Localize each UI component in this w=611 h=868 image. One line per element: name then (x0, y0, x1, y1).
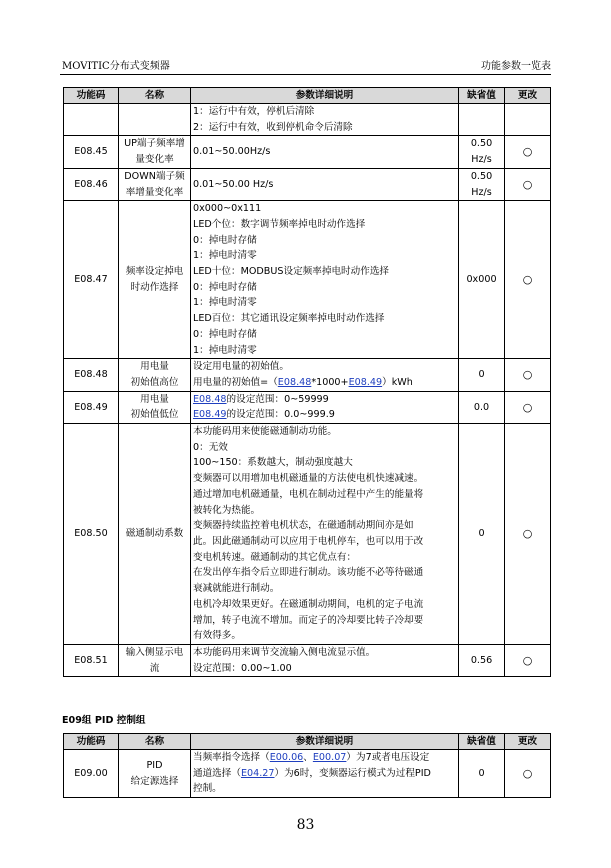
section-title: E09组 PID 控制组 (62, 715, 146, 726)
col-header-change: 更改 (505, 88, 551, 104)
code-cell: E08.49 (64, 391, 119, 423)
name-cell (119, 201, 191, 359)
change-cell: ○ (505, 391, 551, 423)
code-cell: E08.45 (64, 136, 119, 168)
code-cell (64, 104, 119, 136)
change-cell: ○ (505, 359, 551, 391)
table-row (64, 750, 551, 798)
name-line: 率增量变化率 (125, 186, 184, 198)
table-row (64, 424, 551, 645)
desc-line: 1：掉电时清零 (193, 297, 257, 309)
default-line: 0.50 (470, 138, 493, 150)
desc-line: 设定用电量的初始值。 (193, 361, 289, 373)
desc-cell (191, 644, 459, 676)
default-cell (459, 136, 505, 168)
desc-cell (191, 359, 459, 391)
desc-line: 0：无效 (193, 441, 228, 453)
name-cell (119, 644, 191, 676)
table-row (64, 359, 551, 391)
default-cell (459, 104, 505, 136)
text-run: ）kWh (382, 376, 413, 388)
desc-line: 100~150：系数越大，制动强度越大 (193, 457, 353, 469)
desc-line: 有效得多。 (193, 630, 241, 642)
name-line: PID (146, 759, 163, 771)
table-row (64, 201, 551, 359)
col-header-name: 名称 (119, 88, 191, 104)
pid-parameter-table (63, 733, 551, 798)
table-row (64, 644, 551, 676)
col-header-default: 缺省值 (459, 734, 505, 750)
default-cell: 0.56 (459, 644, 505, 676)
desc-line: 变频器可以用增加电机磁通量的方法使电机快速减速。 (193, 473, 424, 485)
default-cell: 0.0 (459, 391, 505, 423)
name-line: 时动作选择 (130, 281, 179, 293)
desc-line: 衰减就能进行制动。 (193, 583, 280, 595)
col-header-code: 功能码 (64, 734, 119, 750)
name-cell (119, 168, 191, 200)
table-row (64, 168, 551, 200)
desc-line: 设定范围：0.00~1.00 (193, 662, 292, 674)
col-header-change: 更改 (505, 734, 551, 750)
desc-line: 1：掉电时清零 (193, 250, 257, 262)
name-line: 量变化率 (135, 154, 174, 166)
name-line: 用电量 (140, 361, 169, 373)
desc-line: 本功能码用来调节交流输入侧电流显示值。 (193, 646, 376, 658)
desc-line: 0：掉电时存储 (193, 281, 257, 293)
desc-line (193, 750, 456, 766)
header-rule (60, 74, 551, 75)
text-run: 用电量的初始值=（ (193, 376, 278, 388)
col-header-code: 功能码 (64, 88, 119, 104)
name-line: 初始值高位 (130, 376, 179, 388)
name-cell (119, 750, 191, 798)
text-run: 的设定范围：0~59999 (226, 393, 329, 405)
desc-line: 2：运行中有效，收到停机命令后清除 (193, 121, 353, 133)
param-link-e0848[interactable]: E08.48 (277, 376, 312, 388)
name-line: 初始值低位 (130, 409, 179, 421)
desc-line: 增加，转子电流不增加。而定子的冷却要比转子冷却要 (193, 614, 424, 626)
change-cell: ○ (505, 136, 551, 168)
col-header-name: 名称 (119, 734, 191, 750)
desc-line: LED个位：数字调节频率掉电时动作选择 (193, 218, 366, 230)
default-cell: 0x000 (459, 201, 505, 359)
desc-line: 在发出停车指令后立即进行制动。该功能不必等待磁通 (193, 567, 424, 579)
param-link-e0848[interactable]: E08.48 (193, 393, 227, 405)
desc-line: 0x000~0x111 (193, 203, 262, 215)
text-run: 通道选择（ (193, 767, 241, 779)
desc-line: LED百位：其它通讯设定频率掉电时动作选择 (193, 313, 385, 325)
col-header-desc: 参数详细说明 (191, 734, 459, 750)
text-run: 的设定范围：0.0~999.9 (226, 409, 335, 421)
table-row (64, 391, 551, 423)
change-cell: ○ (505, 168, 551, 200)
desc-cell (191, 201, 459, 359)
code-cell: E08.50 (64, 424, 119, 645)
code-cell: E08.48 (64, 359, 119, 391)
default-cell (459, 168, 505, 200)
code-cell: E08.47 (64, 201, 119, 359)
desc-cell (191, 391, 459, 423)
default-line: 0.50 (470, 170, 493, 182)
change-cell: ○ (505, 750, 551, 798)
name-line: 流 (149, 662, 160, 674)
text-run: ）为6时，变频器运行模式为过程PID (274, 767, 431, 779)
param-link-e0006[interactable]: E00.06 (269, 752, 304, 763)
name-line: UP端子频率增 (124, 138, 185, 150)
desc-line: 1：运行中有效，停机后清除 (193, 106, 315, 117)
name-line: 频率设定掉电 (125, 266, 184, 278)
text-run: 、 (303, 752, 313, 763)
desc-line: 此。因此磁通制动可以应用于电机停车，也可以用于改 (193, 535, 424, 547)
col-header-default: 缺省值 (459, 88, 505, 104)
change-cell: ○ (505, 644, 551, 676)
desc-line: 本功能码用来使能磁通制动功能。 (193, 426, 337, 438)
name-cell (119, 136, 191, 168)
desc-cell (191, 424, 459, 645)
name-cell: 磁通制动系数 (119, 424, 191, 645)
param-link-e0849[interactable]: E08.49 (193, 409, 227, 421)
change-cell (505, 104, 551, 136)
default-line: Hz/s (471, 186, 492, 198)
desc-line (193, 766, 456, 782)
header-left: MOVITIC分布式变频器 (62, 61, 170, 72)
desc-line: 控制。 (193, 783, 222, 795)
desc-line: 电机冷却效果更好。在磁通制动期间，电机的定子电流 (193, 598, 424, 610)
code-cell: E09.00 (64, 750, 119, 798)
desc-line: 变频器持续监控着电机状态，在磁通制动期间亦是如 (193, 520, 414, 532)
name-line: DOWN端子频 (124, 170, 185, 182)
desc-line (193, 407, 456, 423)
name-line: 输入侧显示电 (125, 646, 184, 658)
param-link-e0007[interactable]: E00.07 (312, 752, 347, 763)
code-cell: E08.51 (64, 644, 119, 676)
name-line: 用电量 (140, 393, 169, 405)
desc-line: 1：掉电时清零 (193, 344, 257, 356)
table-header-row (64, 88, 551, 104)
page-number: 83 (296, 817, 315, 833)
table-row (64, 104, 551, 136)
desc-line: 被转化为热能。 (193, 504, 261, 516)
name-cell (119, 359, 191, 391)
desc-line: LED十位：MODBUS设定频率掉电时动作选择 (193, 266, 390, 278)
desc-line: 0：掉电时存储 (193, 328, 257, 340)
code-cell: E08.46 (64, 168, 119, 200)
desc-cell (191, 750, 459, 798)
desc-cell: 0.01~50.00Hz/s (191, 136, 459, 168)
param-link-e0427[interactable]: E04.27 (240, 767, 275, 779)
table-row (64, 136, 551, 168)
desc-line: 0：掉电时存储 (193, 234, 257, 246)
change-cell: ○ (505, 201, 551, 359)
text-run: *1000+ (311, 376, 349, 388)
col-header-desc: 参数详细说明 (191, 88, 459, 104)
text-run: 当频率指令选择（ (193, 752, 270, 763)
default-cell: 0 (459, 750, 505, 798)
desc-line (193, 375, 456, 391)
desc-line: 变电机转速。磁通制动的其它优点有： (193, 551, 357, 563)
name-cell (119, 104, 191, 136)
param-link-e0849[interactable]: E08.49 (348, 376, 383, 388)
parameter-table (63, 87, 551, 677)
desc-line: 通过增加电机磁通量，电机在制动过程中产生的能量将 (193, 488, 424, 500)
text-run: ）为7或者电压设定 (346, 752, 430, 763)
table-header-row (64, 734, 551, 750)
name-line: 给定源选择 (130, 775, 179, 787)
default-line: Hz/s (471, 154, 492, 166)
default-cell: 0 (459, 359, 505, 391)
desc-cell: 0.01~50.00 Hz/s (191, 168, 459, 200)
desc-cell (191, 104, 459, 136)
name-cell (119, 391, 191, 423)
change-cell: ○ (505, 424, 551, 645)
header-right: 功能参数一览表 (481, 61, 551, 72)
default-cell: 0 (459, 424, 505, 645)
desc-line (193, 392, 456, 408)
